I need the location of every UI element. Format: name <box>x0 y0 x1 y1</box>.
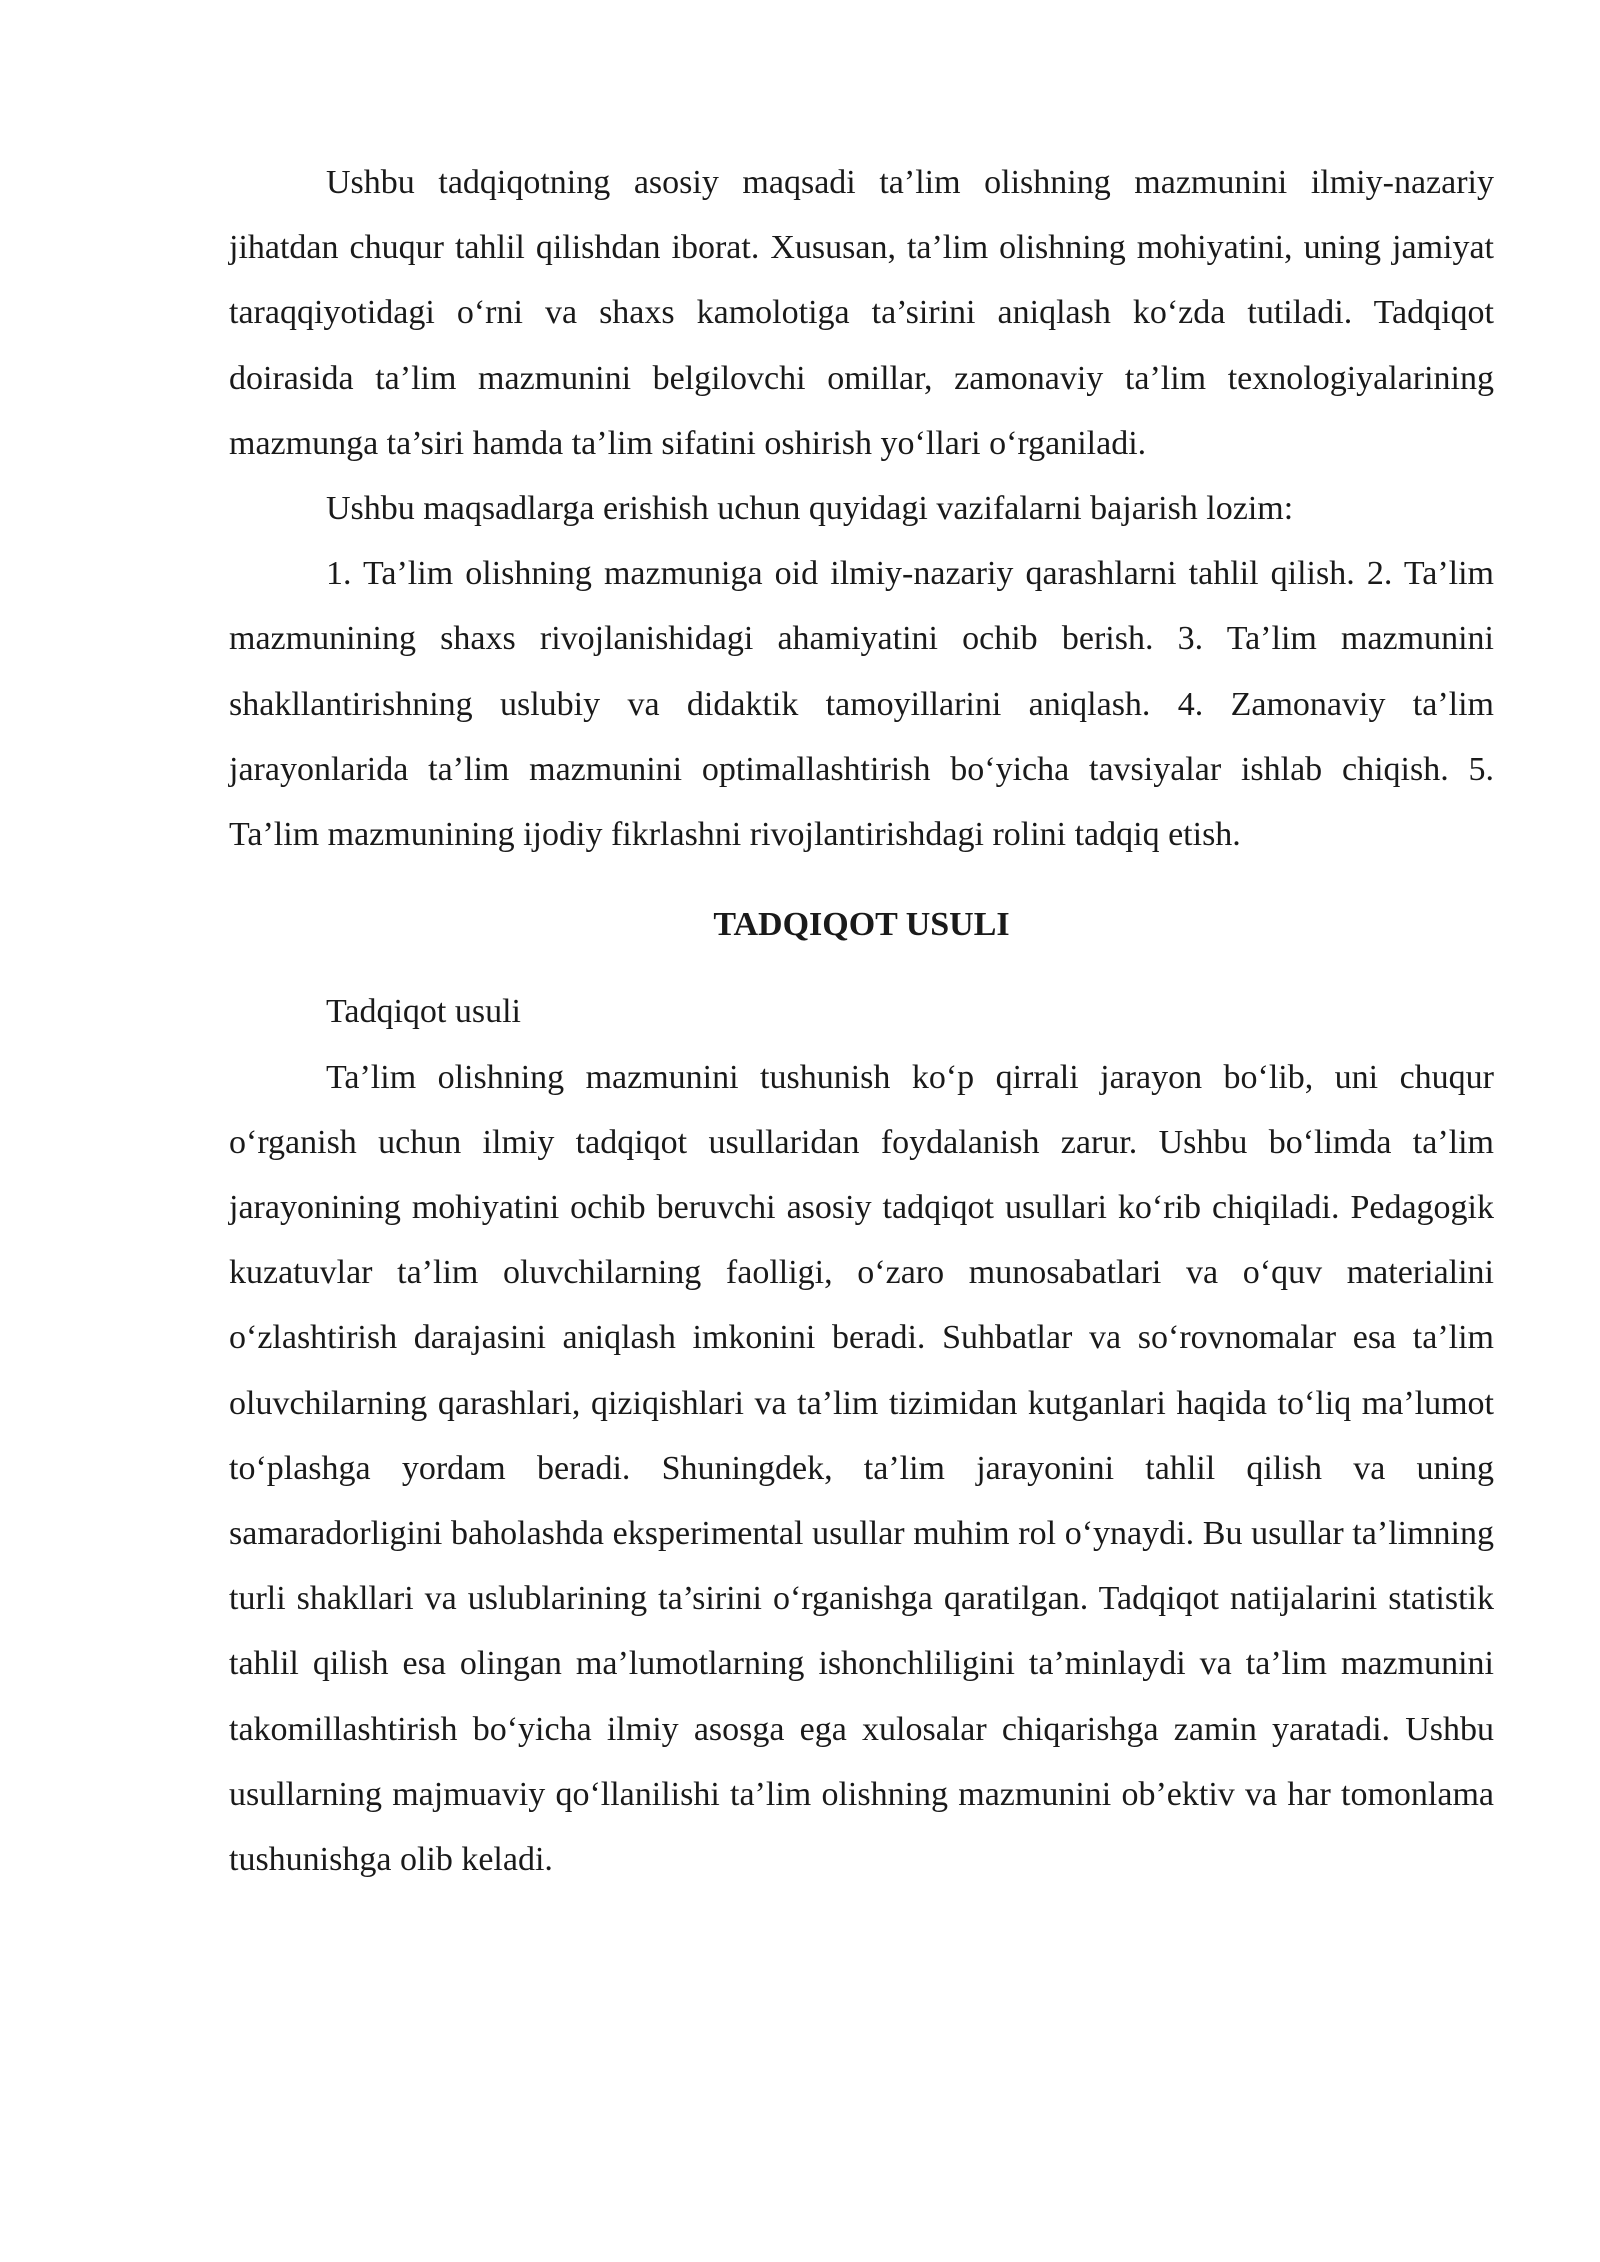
paragraph-methods: Ta’lim olishning mazmunini tushunish ko‘p qirrali jarayon bo‘lib, uni chuqur o‘rganish uchun ilmiy tadqiqot usullaridan foydalanish zarur. Ushbu bo‘limda ta’lim jarayonining mohiyatini ochib beruvchi asosiy tadqiqot usullari ko‘rib chiqiladi. Pedagogik kuzatuvlar ta’lim oluvchilarning faolligi, o‘zaro munosabatlari va o‘quv materialini o‘zlashtirish darajasini aniqlash imkonini beradi. Suhbatlar va so‘rovnomalar esa ta’lim oluvchilarning qarashlari, qiziqishlari va ta’lim tizimidan kutganlari haqida to‘liq ma’lumot to‘plashga yordam beradi. Shuningdek, ta’lim jarayonini tahlil qilish va uning samaradorligini baholashda eksperimental usullar muhim rol o‘ynaydi. Bu usullar ta’limning turli shakllari va uslublarining ta’sirini o‘rganishga qaratilgan. Tadqiqot natijalarini statistik tahlil qilish esa olingan ma’lumotlarning ishonchliligini ta’minlaydi va ta’lim mazmunini takomillashtirish bo‘yicha ilmiy asosga ega xulosalar chiqarishga zamin yaratadi. Ushbu usullarning majmuaviy qo‘llanilishi ta’lim olishning mazmunini ob’ektiv va har tomonlama tushunishga olib keladi. <box>229 1058 1494 1879</box>
subheading: Tadqiqot usuli <box>326 993 522 1031</box>
section-heading: TADQIQOT USULI <box>713 906 1010 944</box>
paragraph-purpose: Ushbu tadqiqotning asosiy maqsadi ta’lim olishning mazmunini ilmiy-nazariy jihatdan chuqur tahlil qilishdan iborat. Xususan, ta’lim olishning mohiyatini, uning jamiyat taraqqiyotidagi o‘rni va shaxs kamolotiga ta’sirini aniqlash ko‘zda tutiladi. Tadqiqot doirasida ta’lim mazmunini belgilovchi omillar, zamonaviy ta’lim texnologiyalarining mazmunga ta’siri hamda ta’lim sifatini oshirish yo‘llari o‘rganiladi. <box>229 164 1494 462</box>
document-page <box>229 150 1494 1892</box>
paragraph-tasks-intro: Ushbu maqsadlarga erishish uchun quyidagi vazifalarni bajarish lozim: <box>326 490 1294 528</box>
paragraph-tasks-list: 1. Ta’lim olishning mazmuniga oid ilmiy-nazariy qarashlarni tahlil qilish. 2. Ta’lim mazmunining shaxs rivojlanishidagi ahamiyatini ochib berish. 3. Ta’lim mazmunini shakllantirishning uslubiy va didaktik tamoyillarini aniqlash. 4. Zamonaviy ta’lim jarayonlarida ta’lim mazmunini optimallashtirish bo‘yicha tavsiyalar ishlab chiqish. 5. Ta’lim mazmunining ijodiy fikrlashni rivojlantirishdagi rolini tadqiq etish. <box>229 555 1494 854</box>
